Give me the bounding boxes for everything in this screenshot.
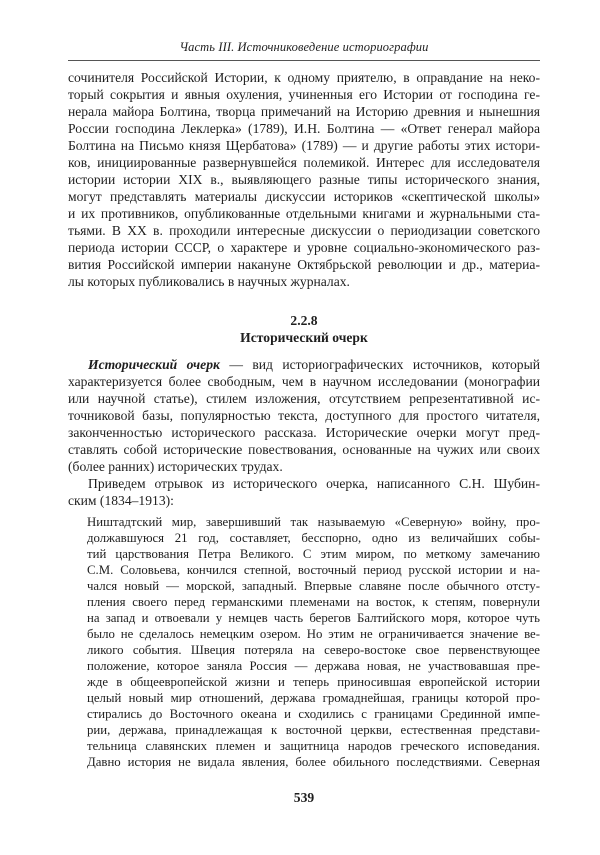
paragraph-1-line: могут представлять материалы дискуссии историков «скептической школы»	[68, 189, 540, 204]
quote-line: тий царствования Петра Великого. С этим миром, по меткому замечанию	[87, 547, 540, 561]
section-title: Исторический очерк	[240, 330, 368, 345]
paragraph-1-line: ков, инициированные развернувшейся полемикой. Интерес для исследователя	[68, 155, 540, 170]
quote-line: Давно история не видала явления, более обильного последствиями. Северная	[87, 755, 540, 769]
paragraph-2-line: характеризуется более свободным, чем в научном исследовании (монографии	[68, 374, 540, 389]
paragraph-2-line: или научной статье), стилем изложения, отсутствием репрезентативной ис-	[68, 391, 540, 406]
paragraph-1-line: сочинителя Российской Истории, к одному приятелю, в оправдание на неко-	[68, 70, 540, 85]
paragraph-2-first-line	[68, 357, 540, 373]
quote-line: С.М. Соловьева, кончился степной, восточный период русской истории и на-	[87, 563, 540, 577]
quote-line: было не сделалось немецким озером. Но этим не ограничивается значение ве-	[87, 627, 540, 641]
paragraph-1-line: истории истории XIX в., выявляющего разные типы исторического знания,	[68, 172, 540, 187]
paragraph-1-line: периода истории СССР, о характере и уровне социально-экономического раз-	[68, 240, 540, 255]
term-definition: Исторический очерк	[88, 357, 220, 372]
paragraph-2-line: законченностью исторического рассказа. Исторические очерки могут пред-	[68, 425, 540, 440]
paragraph-1-line: вития Российской империи накануне Октябрьской революции и др., материа-	[68, 257, 540, 272]
paragraph-1-line: России господина Леклерка» (1789), И.Н. Болтина — «Ответ генерал майора	[68, 121, 540, 136]
quote-line: целый новый мир отношений, держава громаднейшая, границы которой про-	[87, 691, 540, 705]
paragraph-1-line: лы которых публиковались в научных журналах.	[68, 274, 350, 289]
quote-line: пления своего перед германскими племенами на восток, к степям, повернули	[87, 595, 540, 609]
quote-line: ликого события. Швеция потеряла на северо-востоке свое первенствующее	[87, 643, 540, 657]
paragraph-1-line: Болтина на Письмо князя Щербатова» (1789) — и другие работы этих истори-	[68, 138, 540, 153]
section-number: 2.2.8	[290, 313, 318, 328]
quote-line: рии, держава, принадлежащая к восточной церкви, естественная представи-	[87, 723, 540, 737]
quote-line: должавшуюся 21 год, составляет, бесспорно, одно из величайших собы-	[87, 531, 540, 545]
page-number: 539	[293, 790, 315, 805]
quote-line: Ништадтский мир, завершивший так называемую «Северную» войну, про-	[87, 515, 540, 529]
quote-line: чался новый — морской, западный. Впервые славяне после обычного отсту-	[87, 579, 540, 593]
paragraph-1-line: торый сокрытия и явныя охуления, учиненныя его Истории от господина ге-	[68, 87, 540, 102]
paragraph-2-line: (более ранних) исторических трудах.	[68, 459, 283, 474]
paragraph-2-line: ставлять собой исторические повествования, основанные на чужих или своих	[68, 442, 540, 457]
quote-line: стирались до Восточного океана и сходились с границами Срединной импе-	[87, 707, 540, 721]
paragraph-3-line: Приведем отрывок из исторического очерка, написанного С.Н. Шубин-	[88, 476, 540, 491]
paragraph-3-line: ским (1834–1913):	[68, 493, 174, 508]
paragraph-2-first-line-text: — вид историографических источников, который	[219, 357, 541, 372]
quote-line: положение, которое заняла Россия — держава новая, не участвовавшая пре-	[87, 659, 540, 673]
paragraph-1-line: тьями. В XX в. проходили интересные дискуссии о периодизации советского	[68, 223, 540, 238]
quote-line: тельница славянских племен и защитница народов греческого исповедания.	[87, 739, 540, 753]
paragraph-1-line: нерала майора Болтина, творца примечаний на Историю древния и нынешния	[68, 104, 540, 119]
quote-line: жде в общеевропейской жизни и теперь приносившая европейской истории	[87, 675, 540, 689]
quote-line: на запад и отвоевали у немцев часть берегов Балтийского моря, которое чуть	[87, 611, 540, 625]
paragraph-2-line: точниковой базы, популярностью текста, доступного для простого читателя,	[68, 408, 540, 423]
paragraph-1-line: и их противников, опубликованные отдельными книгами и журнальными ста-	[68, 206, 540, 221]
running-header: Часть III. Источниковедение историографии	[68, 34, 540, 61]
